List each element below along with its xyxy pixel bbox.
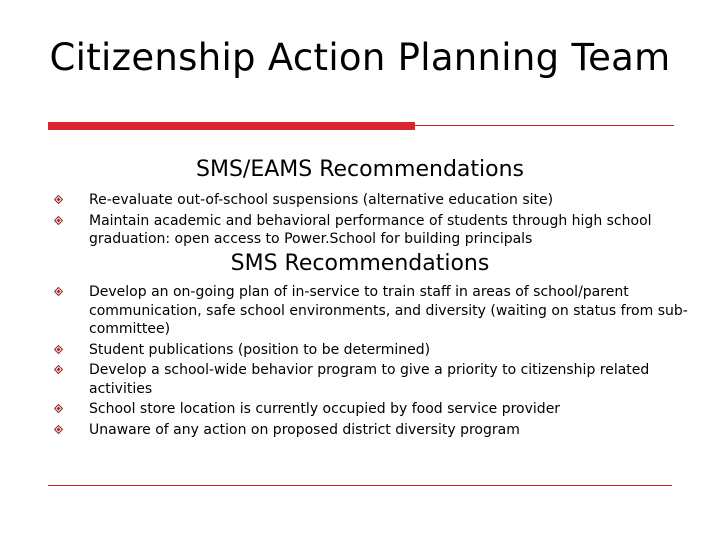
slide-title: Citizenship Action Planning Team	[49, 36, 671, 79]
bullet-text: Re-evaluate out-of-school suspensions (alternative education site)	[89, 192, 554, 208]
diamond-bullet-icon	[54, 425, 63, 434]
bullet-text: Student publications (position to be determined)	[89, 341, 431, 358]
bullet-text: Develop a school-wide behavior program to give a priority to citizenship related activities	[89, 362, 650, 397]
section-heading-sms: SMS Recommendations	[230, 251, 490, 276]
bullet-text: Unaware of any action on proposed district diversity program	[89, 421, 520, 438]
bullet-text: School store location is currently occupied by food service provider	[89, 401, 561, 417]
bullet-text: Maintain academic and behavioral performance of students through high school graduation: open access to Power.School for building principals	[89, 212, 652, 247]
bullet-text: Develop an on-going plan of in-service to train staff in areas of school/parent communication, safe school environments, and diversity (waiting on status from sub-committee)	[89, 284, 688, 337]
diamond-bullet-icon	[54, 365, 63, 374]
diamond-bullet-icon	[54, 404, 63, 413]
bullet-item	[0, 283, 720, 339]
diamond-bullet-icon	[54, 345, 63, 354]
bullet-item	[0, 421, 720, 440]
diamond-bullet-icon	[54, 287, 63, 296]
bullet-item	[0, 361, 720, 398]
bullet-list-sms	[0, 283, 720, 441]
bullet-item	[0, 341, 720, 360]
footer-rule	[48, 485, 672, 486]
bullet-item	[0, 400, 720, 419]
diamond-bullet-icon	[54, 195, 63, 204]
bullet-list-sms-eams	[0, 191, 720, 251]
diamond-bullet-icon	[54, 216, 63, 225]
bullet-item	[0, 212, 720, 249]
bullet-item	[0, 191, 720, 210]
section-heading-sms-eams: SMS/EAMS Recommendations	[196, 157, 524, 182]
title-underline-thick	[48, 122, 415, 130]
